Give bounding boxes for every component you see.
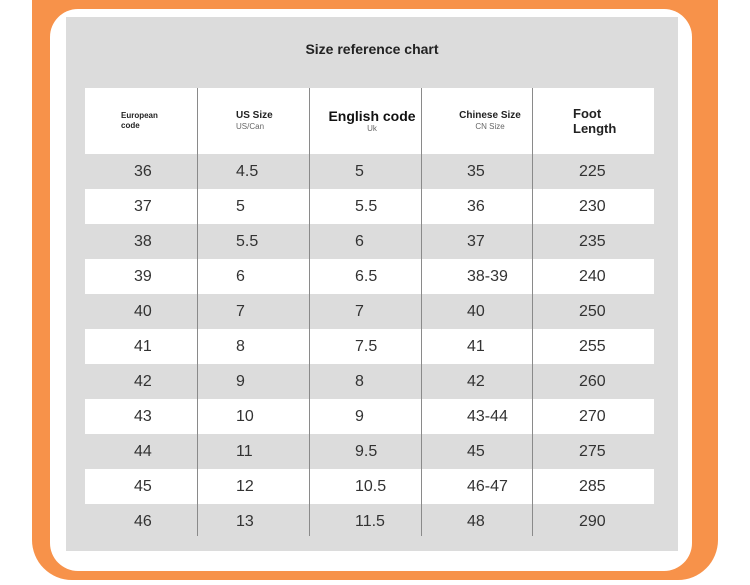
cell-european: 36 <box>134 162 152 180</box>
cell-foot: 230 <box>579 197 606 215</box>
cell-english: 8 <box>355 372 364 390</box>
table-row <box>85 189 654 224</box>
cell-english: 6.5 <box>355 267 378 285</box>
cell-chinese: 35 <box>467 162 485 180</box>
cell-us: 8 <box>236 337 245 355</box>
table-row <box>85 294 654 329</box>
cell-english: 11.5 <box>355 512 385 530</box>
header-us-label: US Size <box>236 110 273 121</box>
header-chinese-sub: CN Size <box>475 122 505 131</box>
cell-chinese: 45 <box>467 442 485 460</box>
cell-chinese: 40 <box>467 302 485 320</box>
cell-chinese: 42 <box>467 372 485 390</box>
cell-european: 37 <box>134 197 152 215</box>
table-row <box>85 434 654 469</box>
cell-chinese: 37 <box>467 232 485 250</box>
cell-us: 13 <box>236 512 254 530</box>
cell-us: 12 <box>236 477 254 495</box>
cell-english: 5 <box>355 162 364 180</box>
header-foot <box>533 88 654 154</box>
cell-english: 6 <box>355 232 364 250</box>
cell-foot: 255 <box>579 337 606 355</box>
cell-foot: 270 <box>579 407 606 425</box>
size-table <box>85 88 654 539</box>
table-row <box>85 399 654 434</box>
header-european-label: European code <box>121 111 158 130</box>
header-english-sub: Uk <box>367 124 377 133</box>
cell-chinese: 46-47 <box>467 477 508 495</box>
cell-foot: 225 <box>579 162 606 180</box>
cell-us: 11 <box>236 442 253 460</box>
cell-english: 7.5 <box>355 337 378 355</box>
header-chinese-label: Chinese Size <box>459 110 521 121</box>
header-english-label: English code <box>328 108 416 124</box>
table-row <box>85 259 654 294</box>
cell-foot: 285 <box>579 477 606 495</box>
cell-us: 10 <box>236 407 254 425</box>
cell-european: 39 <box>134 267 152 285</box>
cell-foot: 260 <box>579 372 606 390</box>
cell-european: 46 <box>134 512 152 530</box>
table-row <box>85 154 654 189</box>
header-row <box>85 88 654 154</box>
cell-chinese: 41 <box>467 337 485 355</box>
cell-european: 44 <box>134 442 152 460</box>
cell-european: 40 <box>134 302 152 320</box>
cell-us: 7 <box>236 302 245 320</box>
cell-european: 43 <box>134 407 152 425</box>
cell-english: 7 <box>355 302 364 320</box>
cell-european: 38 <box>134 232 152 250</box>
cell-english: 9.5 <box>355 442 378 460</box>
table-row <box>85 469 654 504</box>
header-chinese <box>422 88 533 154</box>
table-row <box>85 504 654 539</box>
table-row <box>85 329 654 364</box>
cell-english: 10.5 <box>355 477 387 495</box>
cell-chinese: 43-44 <box>467 407 508 425</box>
cell-foot: 250 <box>579 302 606 320</box>
column-divider <box>197 88 198 536</box>
column-divider <box>421 88 422 536</box>
cell-chinese: 38-39 <box>467 267 508 285</box>
cell-us: 5 <box>236 197 245 215</box>
cell-us: 4.5 <box>236 162 259 180</box>
header-us-sub: US/Can <box>236 122 265 131</box>
cell-english: 9 <box>355 407 364 425</box>
cell-foot: 290 <box>579 512 606 530</box>
chart-title: Size reference chart <box>305 41 439 57</box>
cell-european: 42 <box>134 372 152 390</box>
column-divider <box>532 88 533 536</box>
cell-us: 5.5 <box>236 232 259 250</box>
header-foot-label: Foot Length <box>573 106 617 136</box>
cell-english: 5.5 <box>355 197 378 215</box>
table-row <box>85 224 654 259</box>
cell-european: 45 <box>134 477 152 495</box>
cell-foot: 240 <box>579 267 606 285</box>
cell-foot: 275 <box>579 442 606 460</box>
header-us <box>198 88 310 154</box>
cell-us: 6 <box>236 267 245 285</box>
header-english <box>310 88 422 154</box>
header-european <box>85 88 198 154</box>
column-divider <box>309 88 310 536</box>
table-row <box>85 364 654 399</box>
cell-chinese: 36 <box>467 197 485 215</box>
cell-european: 41 <box>134 337 152 355</box>
cell-us: 9 <box>236 372 245 390</box>
cell-chinese: 48 <box>467 512 485 530</box>
cell-foot: 235 <box>579 232 606 250</box>
